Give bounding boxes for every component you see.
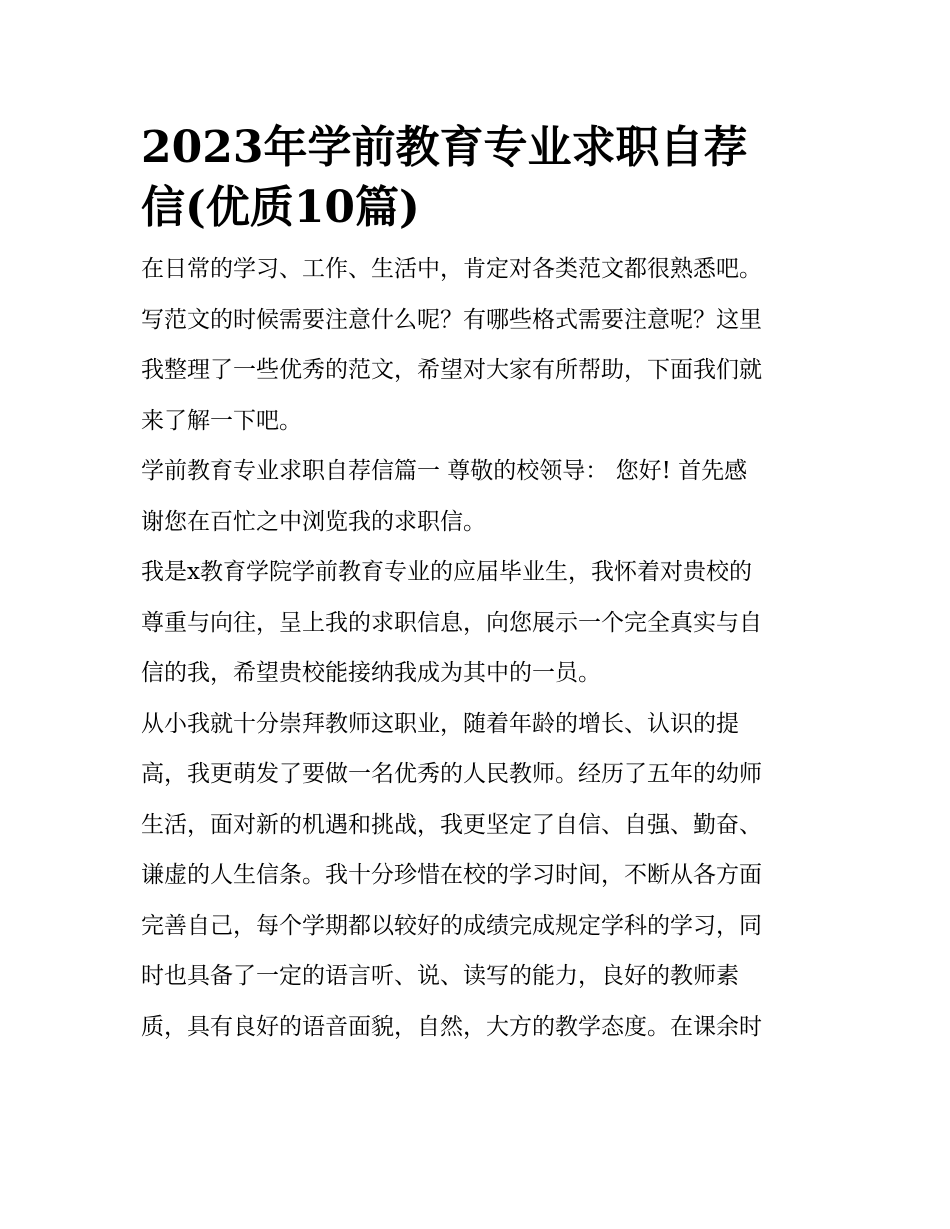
paragraph-line: 高，我更萌发了要做一名优秀的人民教师。经历了五年的幼师 xyxy=(141,761,762,787)
paragraph-line: 来了解一下吧。 xyxy=(141,407,302,434)
paragraph-greeting xyxy=(141,446,813,547)
document-content xyxy=(141,118,813,1052)
paragraph-line: 信的我，希望贵校能接纳我成为其中的一员。 xyxy=(141,660,601,686)
paragraph-line: 写范文的时候需要注意什么呢？有哪些格式需要注意呢？这里 xyxy=(141,306,762,333)
paragraph-line: 谦虚的人生信条。我十分珍惜在校的学习时间，不断从各方面 xyxy=(141,862,762,888)
paragraph-line: 我是x教育学院学前教育专业的应届毕业生，我怀着对贵校的 xyxy=(141,559,752,585)
paragraph-line: 在日常的学习、工作、生活中，肯定对各类范文都很熟悉吧。 xyxy=(141,256,762,282)
paragraph-background xyxy=(141,699,813,1053)
document-title xyxy=(141,118,813,238)
paragraph-self-introduction xyxy=(141,547,813,699)
paragraph-line: 尊重与向往，呈上我的求职信息，向您展示一个完全真实与自 xyxy=(141,609,762,636)
paragraph-line: 谢您在百忙之中浏览我的求职信。 xyxy=(141,508,486,535)
paragraph-line: 完善自己，每个学期都以较好的成绩完成规定学科的学习，同 xyxy=(141,912,762,939)
paragraph-line: 时也具备了一定的语言听、说、读写的能力，良好的教师素 xyxy=(141,963,739,989)
paragraph-line: 质，具有良好的语音面貌，自然，大方的教学态度。在课余时 xyxy=(141,1013,762,1040)
paragraph-intro xyxy=(141,244,813,446)
paragraph-line: 从小我就十分崇拜教师这职业，随着年龄的增长、认识的提 xyxy=(141,710,739,737)
document-title-line-1: 2023年学前教育专业求职自荐 xyxy=(141,122,748,173)
paragraph-line: 学前教育专业求职自荐信篇一 尊敬的校领导： 您好! 首先感 xyxy=(141,458,748,484)
paragraph-line: 我整理了一些优秀的范文，希望对大家有所帮助，下面我们就 xyxy=(141,357,762,383)
document-title-line-2: 信(优质10篇) xyxy=(141,182,420,233)
paragraph-line: 生活，面对新的机遇和挑战，我更坚定了自信、自强、勤奋、 xyxy=(141,811,762,838)
